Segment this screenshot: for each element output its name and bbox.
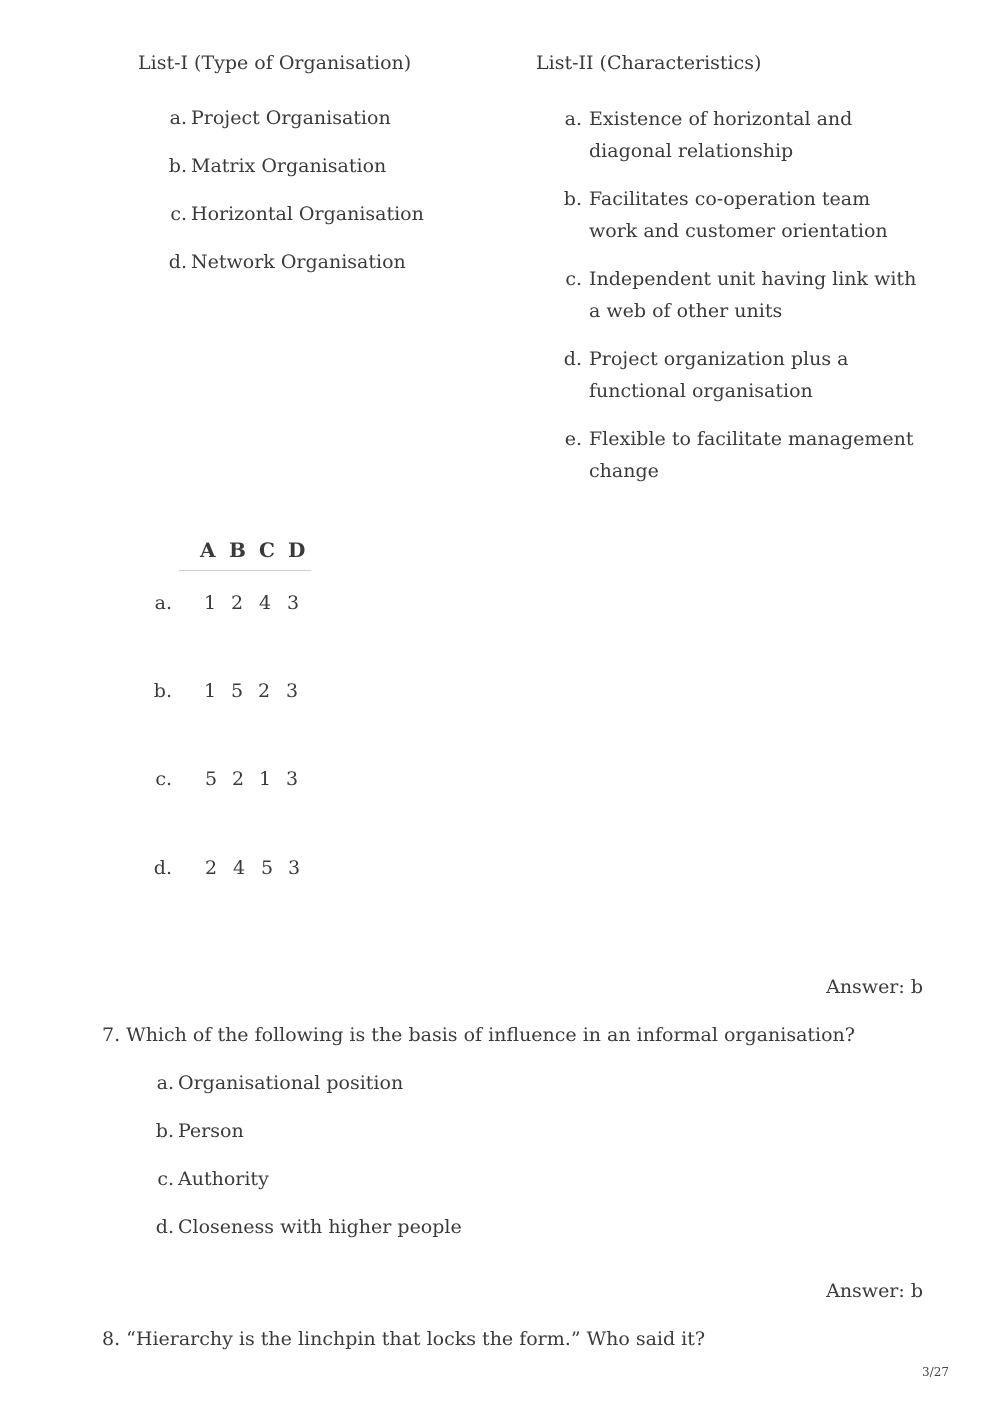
list2-item-text: Independent unit having link with a web of other units — [589, 268, 917, 322]
option-text: Person — [178, 1120, 244, 1142]
list2-item-text: Project organization plus a functional organisation — [589, 348, 849, 402]
answer-text: Answer: b — [826, 976, 923, 998]
table-divider — [179, 570, 311, 571]
table-cell: 2 — [231, 768, 245, 790]
list2-item-marker: c. — [565, 268, 582, 290]
table-row-label: b. — [153, 680, 172, 702]
table-col-header: C — [259, 538, 275, 562]
list1-item-marker: a. — [169, 107, 187, 129]
list1-heading: List-I (Type of Organisation) — [138, 52, 412, 74]
table-cell: 2 — [257, 680, 271, 702]
table-cell: 1 — [203, 592, 217, 614]
table-cell: 5 — [204, 768, 218, 790]
table-row-label: d. — [153, 857, 172, 879]
table-cell: 1 — [203, 680, 217, 702]
table-col-header: D — [288, 538, 306, 562]
table-col-header: A — [200, 538, 216, 562]
list1-item-marker: c. — [170, 203, 187, 225]
list2-item-marker: a. — [564, 108, 582, 130]
list2-item-text: Existence of horizontal and diagonal relationship — [589, 108, 853, 162]
table-cell: 3 — [287, 857, 301, 879]
list2-item-text: Flexible to facilitate management change — [589, 428, 914, 482]
list1-item-marker: d. — [168, 251, 187, 273]
table-cell: 5 — [230, 680, 244, 702]
page-number: 3/27 — [922, 1365, 949, 1379]
question-8: 8. “Hierarchy is the linchpin that locks the form.” Who said it? — [102, 1328, 706, 1350]
table-cell: 1 — [258, 768, 272, 790]
answer-text: Answer: b — [826, 1280, 923, 1302]
list2-item-marker: e. — [564, 428, 582, 450]
option-text: Closeness with higher people — [178, 1216, 462, 1238]
option-marker: b. — [155, 1120, 174, 1142]
option-marker: a. — [156, 1072, 174, 1094]
table-cell: 4 — [258, 592, 272, 614]
table-cell: 4 — [232, 857, 246, 879]
question-7: 7. Which of the following is the basis of influence in an informal organisation? — [102, 1024, 855, 1046]
table-cell: 2 — [230, 592, 244, 614]
list1-item-marker: b. — [168, 155, 187, 177]
table-cell: 3 — [286, 592, 300, 614]
list1-item-text: Project Organisation — [191, 107, 391, 129]
list1-item-text: Matrix Organisation — [191, 155, 387, 177]
list2-heading: List-II (Characteristics) — [536, 52, 762, 74]
table-cell: 3 — [285, 768, 299, 790]
table-cell: 5 — [260, 857, 274, 879]
list2-item-marker: d. — [563, 348, 582, 370]
list2-item-text: Facilitates co-operation team work and customer orientation — [589, 188, 888, 242]
table-row-label: c. — [155, 768, 172, 790]
table-cell: 2 — [204, 857, 218, 879]
option-marker: d. — [155, 1216, 174, 1238]
table-cell: 3 — [285, 680, 299, 702]
option-text: Authority — [178, 1168, 269, 1190]
list1-item-text: Network Organisation — [191, 251, 406, 273]
list1-item-text: Horizontal Organisation — [191, 203, 424, 225]
option-marker: c. — [157, 1168, 174, 1190]
list2-item-marker: b. — [563, 188, 582, 210]
table-row-label: a. — [154, 592, 172, 614]
table-col-header: B — [229, 538, 246, 562]
option-text: Organisational position — [178, 1072, 404, 1094]
